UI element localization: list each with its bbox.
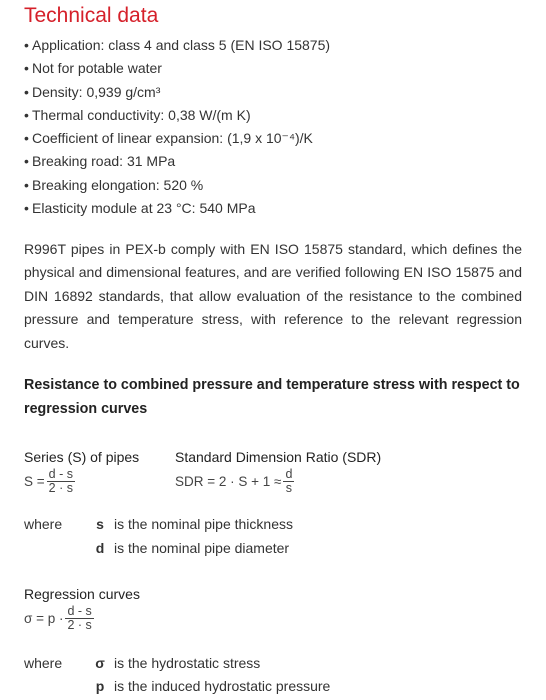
spec-item: • Breaking elongation: 520 % xyxy=(24,174,330,197)
symbol-description: is the hydrostatic stress xyxy=(114,655,261,671)
where-row xyxy=(24,655,260,671)
regression-label: Regression curves xyxy=(24,586,140,602)
where-row xyxy=(24,678,330,694)
bullet-icon: • xyxy=(24,83,29,100)
symbol-description: is the induced hydrostatic pressure xyxy=(114,678,331,694)
formula-lhs: σ = p · xyxy=(24,611,64,626)
fraction-denominator: 2 · s xyxy=(67,618,92,632)
description-paragraph: R996T pipes in PEX-b comply with EN ISO 15875 standard, which defines the physical and dimensional features, and are verified following EN ISO 15875 and DIN 16892 standards, that allow evaluation of the resistance to the combined pressure and temperature stress, with reference to the relevant regression curves. xyxy=(24,241,522,351)
fraction-denominator: 2 · s xyxy=(48,481,73,495)
symbol: σ xyxy=(95,655,105,671)
where-word: where xyxy=(24,516,63,532)
sdr-formula xyxy=(175,468,294,495)
formula-lhs: SDR = 2 · S + 1 ≈ xyxy=(175,474,282,489)
bullet-icon: • xyxy=(24,37,29,53)
series-formula xyxy=(24,468,75,495)
bullet-icon: • xyxy=(24,200,29,217)
symbol-description: is the nominal pipe thickness xyxy=(114,516,293,532)
where-row xyxy=(24,540,289,556)
formula-lhs: S = xyxy=(24,474,45,489)
bullet-icon: • xyxy=(24,130,29,147)
bullet-icon: • xyxy=(24,176,29,193)
spec-item: • Not for potable water xyxy=(24,57,330,80)
fraction xyxy=(65,605,93,632)
bullet-icon: • xyxy=(24,106,29,123)
fraction xyxy=(47,468,75,495)
fraction xyxy=(283,468,294,495)
fraction-denominator: s xyxy=(285,481,293,495)
symbol: s xyxy=(96,516,104,532)
page-title: Technical data xyxy=(24,4,159,27)
regression-formula xyxy=(24,605,94,632)
bullet-icon: • xyxy=(24,153,29,170)
spec-item: • Application: class 4 and class 5 (EN ISO 15875) xyxy=(24,34,330,57)
where-row xyxy=(24,516,293,532)
sdr-label: Standard Dimension Ratio (SDR) xyxy=(175,449,382,465)
symbol-description: is the nominal pipe diameter xyxy=(114,540,290,556)
series-label: Series (S) of pipes xyxy=(24,449,140,465)
spec-list xyxy=(24,34,330,220)
spec-item: • Elasticity module at 23 °C: 540 MPa xyxy=(24,197,330,220)
spec-item: • Thermal conductivity: 0,38 W/(m K) xyxy=(24,104,330,127)
fraction-numerator: d xyxy=(285,467,293,481)
fraction-numerator: d - s xyxy=(48,467,73,481)
section-heading: Resistance to combined pressure and temperature stress with respect to regression curves xyxy=(24,377,520,417)
fraction-numerator: d - s xyxy=(67,604,92,618)
where-word: where xyxy=(24,655,63,671)
symbol: p xyxy=(95,678,105,694)
spec-item: • Breaking road: 31 MPa xyxy=(24,150,330,173)
spec-item: • Density: 0,939 g/cm³ xyxy=(24,81,330,104)
spec-item: • Coefficient of linear expansion: (1,9 x 10⁻⁴)/K xyxy=(24,127,330,150)
bullet-icon: • xyxy=(24,60,29,77)
symbol: d xyxy=(95,540,105,556)
